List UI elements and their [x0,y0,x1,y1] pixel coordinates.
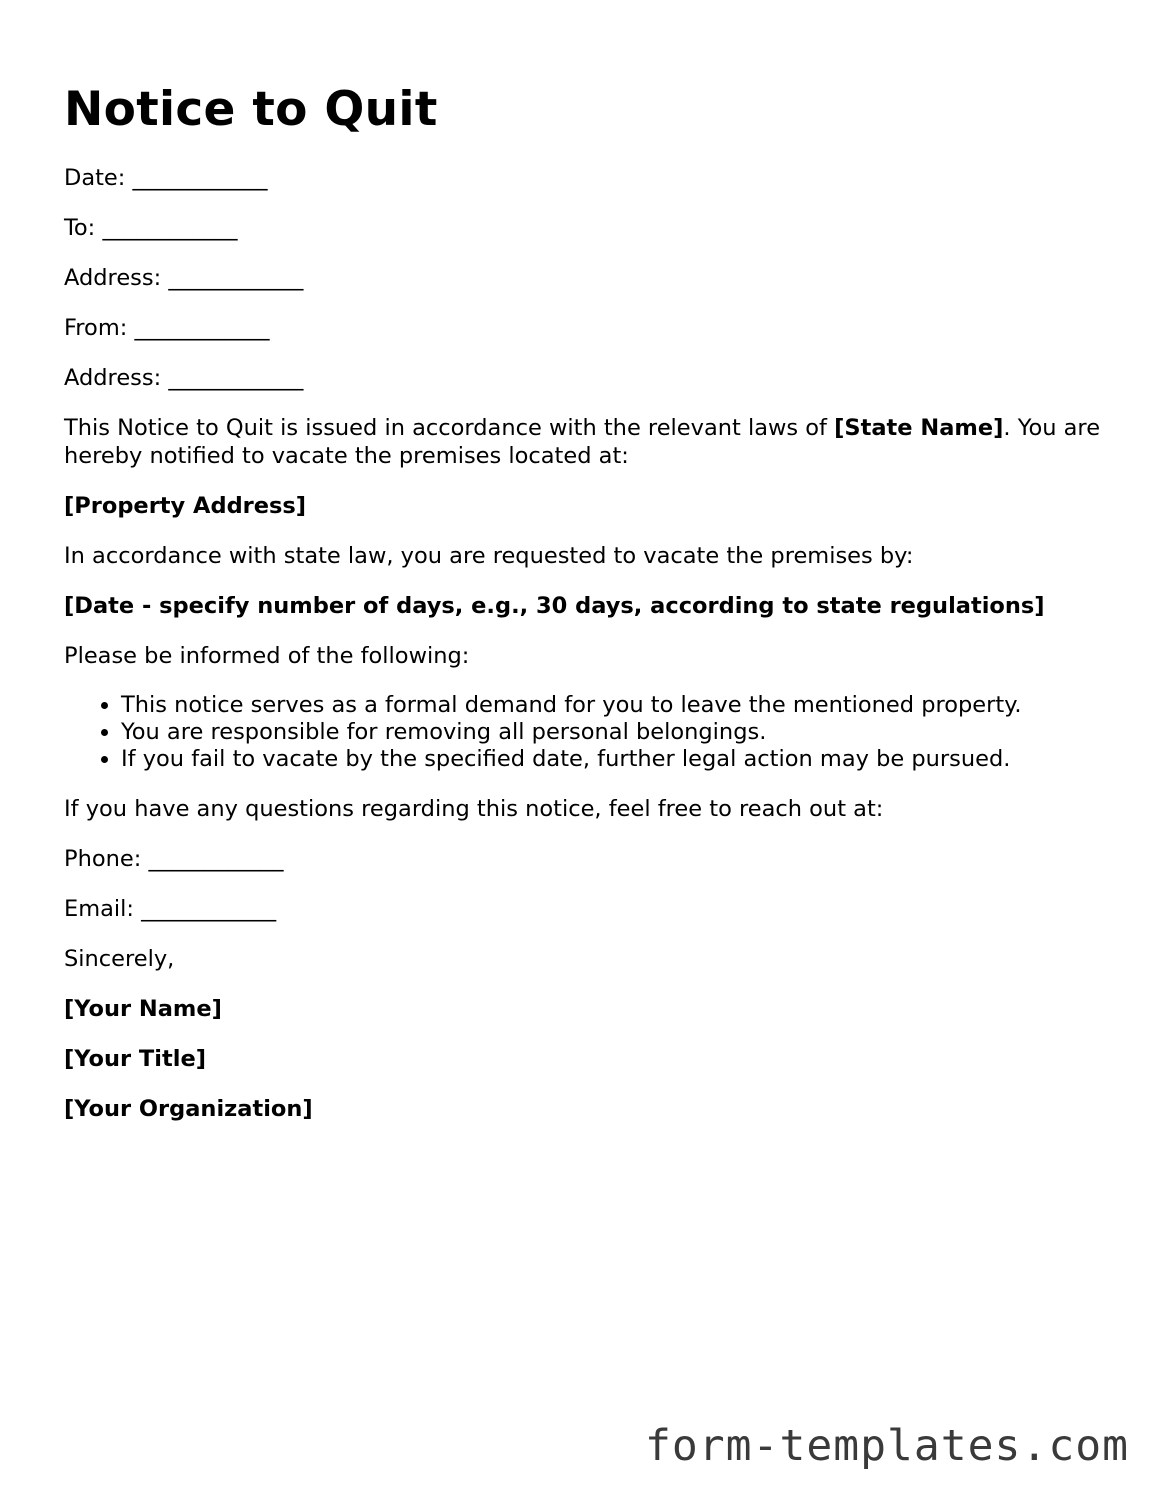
closing-text: Sincerely, [64,946,175,972]
questions-paragraph: If you have any questions regarding this notice, feel free to reach out at: [64,796,884,822]
intro-paragraph [64,414,1104,470]
date-blank[interactable]: ____________ [132,165,268,191]
watermark: form-templates.com [645,1421,1129,1471]
phone-label: Phone: [64,846,142,872]
list-item: • This notice serves as a formal demand for you to leave the mentioned property. [121,692,1104,719]
to-blank[interactable]: ____________ [102,215,238,241]
phone-blank[interactable]: ____________ [148,846,284,872]
signature-title: [Your Title] [64,1046,206,1072]
from-label: From: [64,315,128,341]
signature-name: [Your Name] [64,996,222,1022]
state-name-placeholder: [State Name] [834,415,1004,441]
from-field [64,314,1104,342]
from-address-blank[interactable]: ____________ [168,365,304,391]
date-field [64,164,1104,192]
from-address-field [64,364,1104,392]
from-address-label: Address: [64,365,162,391]
to-address-blank[interactable]: ____________ [168,265,304,291]
to-label: To: [64,215,96,241]
to-address-label: Address: [64,265,162,291]
signature-organization: [Your Organization] [64,1096,313,1122]
intro-after: . You are hereby notified to vacate the premises located at: [64,415,1101,469]
to-address-field [64,264,1104,292]
list-item: • If you fail to vacate by the specified date, further legal action may be pursued. [121,746,1104,773]
informed-paragraph: Please be informed of the following: [64,643,470,669]
intro-before: This Notice to Quit is issued in accordance with the relevant laws of [64,415,835,441]
page-title: Notice to Quit [64,82,438,137]
date-label: Date: [64,165,126,191]
document-page [64,82,1104,1145]
email-label: Email: [64,896,135,922]
list-item: • You are responsible for removing all personal belongings. [121,719,1104,746]
phone-field [64,845,1104,873]
to-field [64,214,1104,242]
email-blank[interactable]: ____________ [141,896,277,922]
vacate-paragraph: In accordance with state law, you are requested to vacate the premises by: [64,543,914,569]
email-field [64,895,1104,923]
property-address-placeholder: [Property Address] [64,493,307,519]
notice-bullet-list [64,692,1104,773]
vacate-date-placeholder: [Date - specify number of days, e.g., 30 days, according to state regulations] [64,593,1045,619]
from-blank[interactable]: ____________ [134,315,270,341]
